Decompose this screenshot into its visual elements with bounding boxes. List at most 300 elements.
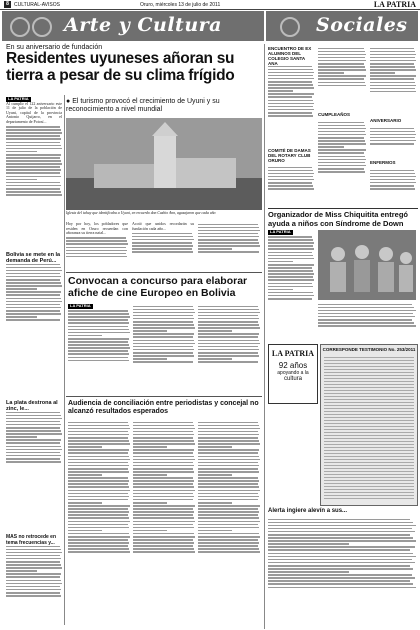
text-lines [133,306,195,363]
text-line [68,496,129,498]
promo-line3: cultura [283,376,302,382]
text-line [198,236,259,238]
text-line [268,565,410,567]
text-lines [6,126,62,196]
text-line [133,514,193,516]
text-lines [318,48,366,87]
text-line [6,291,61,293]
text-line [318,325,416,327]
text-line [133,462,193,464]
text-line [6,194,62,196]
concurso-col2 [133,304,195,394]
text-line [318,168,364,170]
text-lines [198,422,260,554]
concurso-col1 [68,304,130,394]
comite-headline: COMITÉ DE DAMAS DEL ROTARY CLUB ORURO [268,148,311,163]
text-line [198,490,260,492]
main-headline: Residentes uyuneses añoran su tierra a pesar de su clima frígido [6,50,235,84]
text-line [133,524,193,526]
text-line [6,135,60,137]
text-line [198,468,258,470]
text-line [198,431,258,433]
text-line [268,115,313,117]
text-line [268,255,313,257]
text-line [318,75,366,77]
section-title-right: Sociales [316,14,408,36]
text-line [6,182,60,184]
text-line [132,248,192,250]
cumpleanos-headline: CUMPLEAÑOS [318,112,351,117]
text-line [68,517,129,519]
sociales-col2 [318,46,366,110]
text-line [198,309,259,311]
text-line [132,245,193,247]
text-line [198,459,260,461]
text-line [198,422,258,424]
text-line [133,483,193,485]
text-line [268,546,415,548]
text-line [133,545,193,547]
text-line [198,321,258,323]
text-line [133,309,194,311]
notice-body [324,355,414,501]
text-line [198,343,260,345]
text-line [268,295,314,297]
organizer-col1 [268,230,314,340]
text-line [132,242,192,244]
text-line [68,499,128,501]
text-lines [268,66,314,117]
text-line [68,335,102,337]
text-line [268,182,312,184]
text-lines [268,519,416,589]
text-line [318,146,344,148]
text-line [318,140,365,142]
text-line [6,433,62,435]
promo-line2: apoyando a la [277,370,309,376]
byline-tag: LA PATRIA [270,230,291,234]
text-line [198,306,258,308]
text-line [6,418,62,420]
text-line [6,561,60,563]
text-line [370,188,415,190]
aniversario-headline: ANIVERSARIO [370,118,402,123]
text-line [6,589,61,591]
text-lines [268,167,314,190]
text-line [370,131,415,133]
text-line [370,128,414,130]
text-line [6,573,61,575]
text-line [268,248,314,250]
text-line [133,502,167,504]
concurso-headline: Convocan a concurso para elaborar afiche de cine Europeo en Bolivia [68,275,248,299]
text-line [198,361,258,363]
text-line [68,341,128,343]
text-line [198,524,258,526]
text-line [198,511,259,513]
text-line [68,446,102,448]
text-line [268,81,312,83]
text-line [133,499,193,501]
text-line [133,551,195,553]
text-line [370,60,416,62]
text-line [133,443,195,445]
text-line [268,252,312,254]
text-line [68,344,129,346]
text-line [133,493,193,495]
text-line [133,468,193,470]
text-line [6,558,61,560]
text-line [268,239,313,241]
text-line [68,319,128,321]
plata-headline: La plata destrona al zinc, le... [6,400,58,412]
text-line [68,468,128,470]
bolivia-headline: Bolivia se mete en la demanda de Perú... [6,252,61,264]
concurso-col3 [198,304,260,394]
text-line [198,508,258,510]
text-line [198,517,259,519]
text-line [198,327,260,329]
main-article-col5 [198,222,260,268]
article-text: Al cumplir el 122 aniversario este 11 de julio de la población de Uyuni, capital de la provincia Antonio Quijarro, en el departamento de Potosí... [6,100,62,124]
text-lines [198,306,260,363]
text-line [133,511,194,513]
text-line [133,440,194,442]
arte-cultura-banner [2,11,264,41]
text-line [133,517,194,519]
text-line [370,179,415,181]
text-line [268,531,415,533]
text-line [198,480,259,482]
text-line [68,313,129,315]
text-line [6,160,61,162]
text-line [6,279,60,281]
text-line [133,343,195,345]
text-line [133,449,194,451]
text-line [68,357,128,359]
text-line [68,480,129,482]
text-line [318,122,364,124]
text-line [268,106,313,108]
text-line [6,145,61,147]
section-label: CULTURAL-AVISOS [14,2,60,8]
enfermos-text [370,168,416,204]
text-line [133,327,195,329]
text-line [133,521,195,523]
text-line [133,486,194,488]
text-line [68,511,129,513]
text-line [318,128,366,130]
text-line [68,329,129,331]
text-line [268,525,416,527]
text-line [370,91,416,93]
text-line [68,347,130,349]
text-line [198,502,232,504]
text-line [370,66,415,68]
text-line [68,486,129,488]
section-rule [66,272,262,273]
text-line [268,72,314,74]
text-line [6,163,62,165]
text-line [268,577,415,579]
text-line [370,176,416,178]
text-line [268,528,412,530]
text-line [6,586,60,588]
text-line [133,428,195,430]
text-line [198,242,259,244]
text-line [268,103,314,105]
text-line [66,237,126,239]
text-line [68,536,130,538]
text-line [133,508,193,510]
text-line [6,455,61,457]
text-line [268,78,314,80]
text-line [268,556,416,558]
text-line [133,496,194,498]
text-line [68,527,129,529]
text-line [318,63,364,65]
text-line [133,333,194,335]
byline-tag: LA PATRIA [70,304,91,308]
text-line [6,427,60,429]
mas-article [6,544,62,624]
text-line [133,355,194,357]
text-line [318,319,412,321]
text-line [68,360,129,362]
text-line [268,543,349,545]
text-line [268,188,314,190]
text-line [318,316,415,318]
sociales-col3 [370,46,416,116]
text-lines [6,412,62,463]
text-line [133,452,193,454]
text-line [198,474,232,476]
text-line [6,439,61,441]
text-line [268,522,413,524]
text-line [68,462,128,464]
text-line [318,134,366,136]
text-line [6,166,60,168]
text-line [6,567,62,569]
subhead-text: El turismo provocó el crecimiento de Uyuni y su reconocimiento a nivel mundial [66,98,220,113]
text-line [133,321,193,323]
text-line [198,349,259,351]
newspaper-brand: LA PATRIA [373,0,416,9]
text-lines [318,304,416,327]
text-line [268,66,312,68]
text-line [268,90,293,92]
text-line [268,267,312,269]
text-line [68,316,130,318]
text-line [198,493,258,495]
text-line [198,443,260,445]
text-line [198,233,258,235]
text-line [198,452,258,454]
text-line [133,530,167,532]
text-line [68,493,128,495]
text-line [133,361,193,363]
text-line [133,340,194,342]
text-line [198,324,259,326]
section-title-left: Arte y Cultura [64,14,222,36]
text-line [198,330,232,332]
text-line [198,227,259,229]
text-line [370,185,414,187]
page-number: 8 [4,1,11,8]
text-line [68,322,129,324]
text-line [6,264,60,266]
text-lines [6,264,62,321]
text-line [68,508,128,510]
promo-brand: LA PATRIA [271,349,315,358]
text-line [268,519,410,521]
text-line [68,514,128,516]
text-line [6,415,61,417]
text-line [198,340,259,342]
text-line [198,336,258,338]
column-divider [64,95,65,625]
text-line [68,440,129,442]
text-line [6,595,61,597]
text-line [68,545,128,547]
text-line [268,87,314,89]
text-line [133,490,195,492]
text-line [268,553,413,555]
text-line [268,571,349,573]
text-line [198,545,258,547]
text-line [6,458,60,460]
text-line [198,440,259,442]
text-line [198,446,232,448]
cumpleanos-text [318,120,366,200]
text-line [68,452,128,454]
text-line [133,539,193,541]
text-line [68,502,102,504]
text-line [268,292,313,294]
text-line [268,264,314,266]
text-line [68,505,130,507]
text-line [198,318,259,320]
text-line [268,75,313,77]
text-lines [6,546,62,597]
text-line [6,564,61,566]
text-line [318,51,365,53]
text-line [198,483,258,485]
text-line [68,428,130,430]
text-line [68,524,128,526]
text-line [68,310,128,312]
text-line [6,273,60,275]
text-line [198,251,259,253]
text-line [318,60,366,62]
text-line [133,542,194,544]
text-lines [68,310,130,361]
text-line [68,437,128,439]
text-line [133,349,194,351]
text-lines [66,237,128,257]
text-line [133,533,194,535]
text-line [198,471,259,473]
text-line [6,188,60,190]
text-lines [268,236,314,299]
text-line [6,316,37,318]
text-line [268,176,313,178]
text-line [198,527,259,529]
text-line [268,273,314,275]
text-line [268,179,314,181]
text-line [198,505,260,507]
text-line [268,286,313,288]
text-line [68,456,129,458]
text-line [6,446,61,448]
text-line [133,459,195,461]
text-line [268,170,313,172]
text-line [198,352,258,354]
text-line [318,82,365,84]
text-line [68,350,128,352]
text-line [133,548,194,550]
text-line [198,462,258,464]
text-line [198,477,258,479]
text-line [370,137,415,139]
text-line [198,346,258,348]
text-line [198,456,259,458]
text-line [133,471,194,473]
text-line [133,505,195,507]
text-line [370,54,416,56]
text-line [198,539,258,541]
text-line [68,443,130,445]
text-line [268,173,314,175]
alerta-headline: Alerta ingiere alevín a sus... [268,508,348,514]
text-line [6,282,61,284]
audiencia-col3 [198,420,260,620]
text-line [133,527,194,529]
text-line [68,465,129,467]
text-line [268,167,312,169]
text-lines [318,122,366,173]
text-line [68,542,129,544]
text-line [6,310,60,312]
text-lines [370,128,416,145]
music-note-icon [32,17,52,37]
text-line [318,131,365,133]
text-line [6,288,37,290]
text-line [318,137,364,139]
text-line [370,173,415,175]
text-line [370,72,395,74]
text-line [318,162,365,164]
text-line [6,126,60,128]
text-line [268,580,410,582]
text-line [198,312,260,314]
text-line [132,251,193,253]
text-line [66,250,127,252]
text-line [133,324,194,326]
text-line [6,298,61,300]
text-lines [133,422,195,554]
text-line [268,540,416,542]
comite-text [268,165,314,205]
text-line [318,310,416,312]
church-photo [66,118,262,210]
text-line [6,304,60,306]
text-line [6,570,37,572]
text-line [6,172,60,174]
text-line [68,449,129,451]
plata-article [6,410,62,490]
text-line [268,298,312,300]
